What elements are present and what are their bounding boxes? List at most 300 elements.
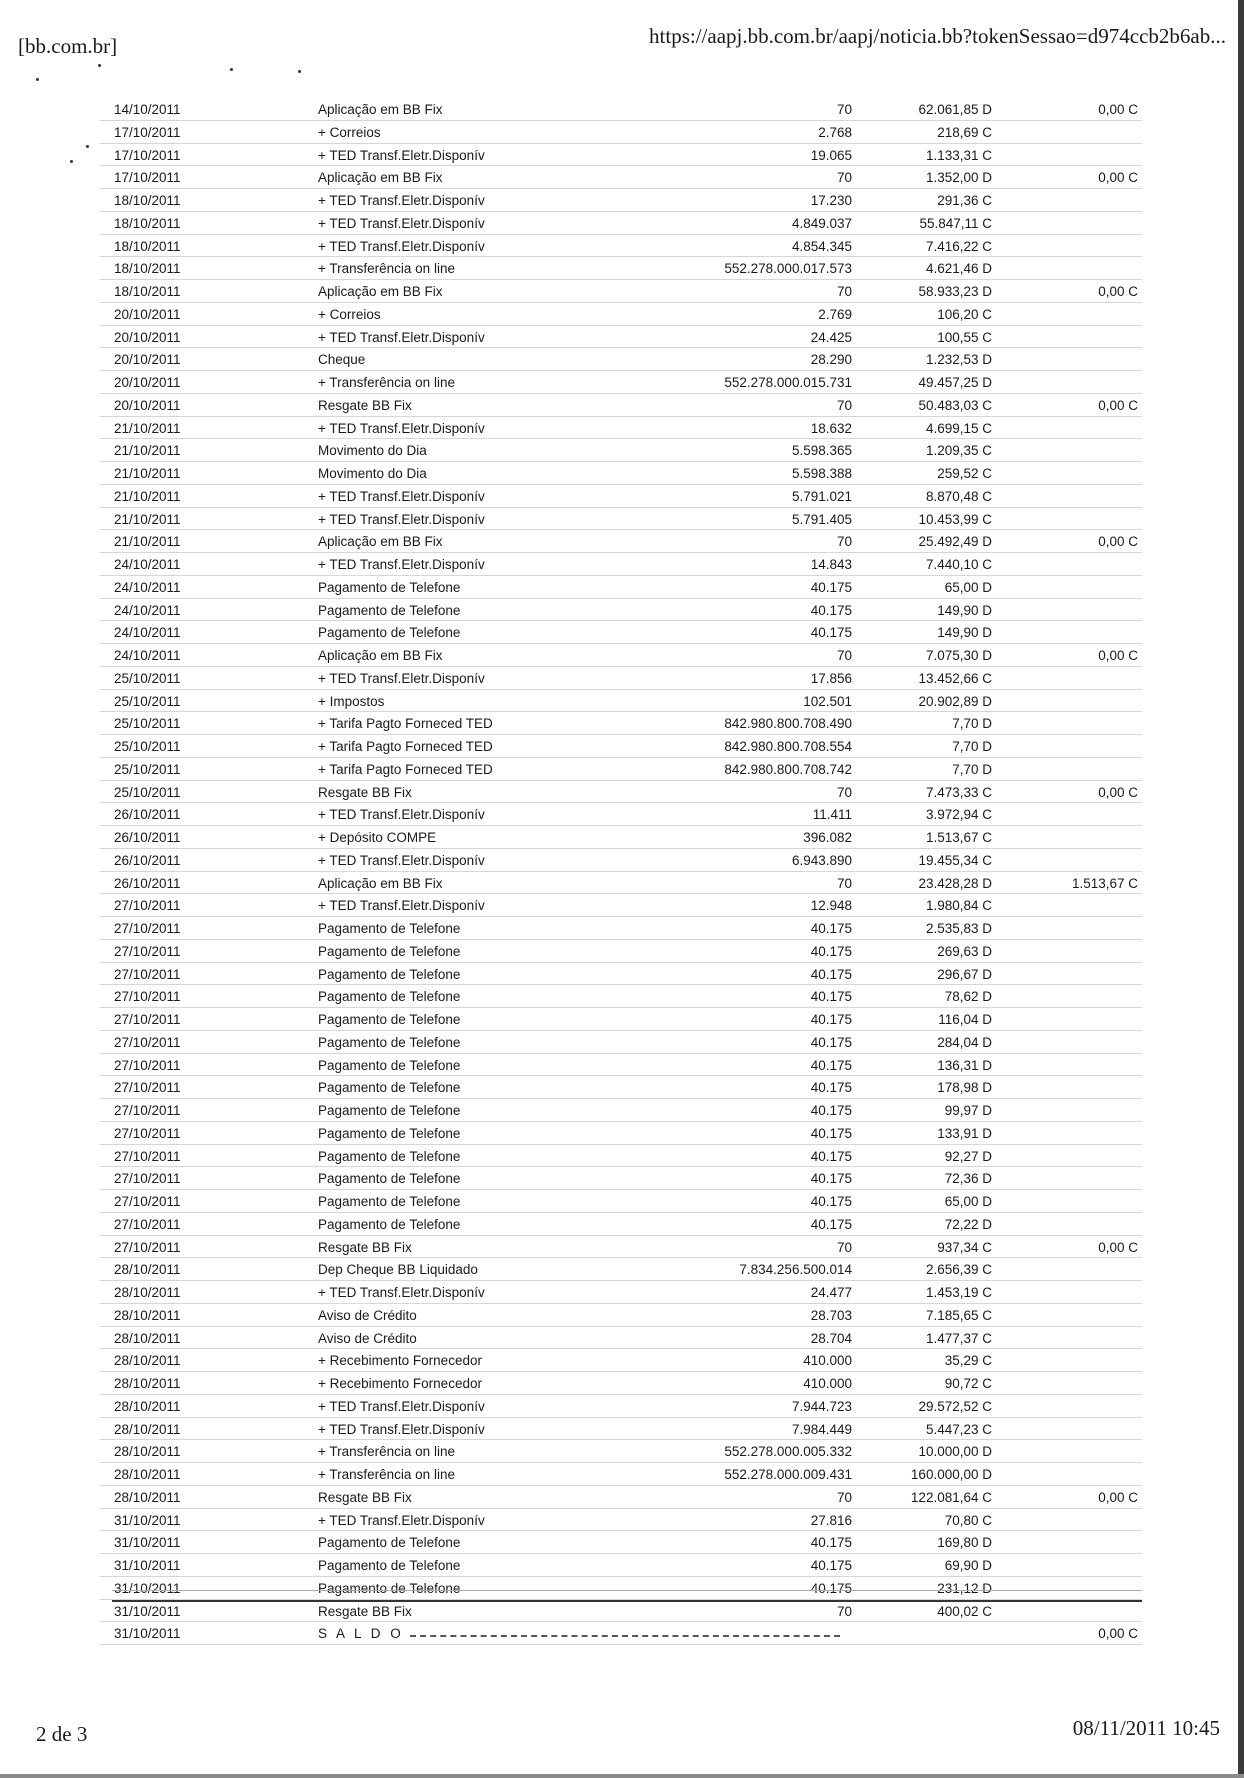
row-value: 8.870,48 C — [925, 488, 992, 504]
table-row — [100, 508, 1142, 531]
row-document: 40.175 — [810, 1148, 852, 1164]
row-document: 70 — [836, 534, 852, 550]
row-description: Resgate BB Fix — [318, 1239, 412, 1255]
row-value: 10.000,00 D — [918, 1444, 992, 1460]
row-document: 5.598.388 — [791, 466, 852, 481]
row-date: 26/10/2011 — [114, 875, 181, 891]
row-document: 842.980.800.708.554 — [724, 739, 852, 754]
table-row — [100, 826, 1142, 849]
row-value: 1.133,31 C — [925, 147, 992, 163]
row-value: 7,70 D — [952, 761, 992, 777]
row-description: Pagamento de Telefone — [318, 943, 461, 959]
row-description: + Transferência on line — [318, 1467, 455, 1482]
row-description: + TED Transf.Eletr.Disponív — [318, 238, 485, 254]
table-row — [100, 940, 1142, 963]
row-date: 28/10/2011 — [114, 1285, 181, 1300]
row-description: + Recebimento Fornecedor — [318, 1353, 482, 1369]
table-row — [100, 1304, 1142, 1327]
row-description: + TED Transf.Eletr.Disponív — [318, 329, 485, 345]
row-date: 26/10/2011 — [114, 852, 181, 868]
row-description: + Tarifa Pagto Forneced TED — [318, 739, 493, 754]
row-description: S A L D O — [318, 1626, 404, 1642]
row-value: 5.447,23 C — [925, 1421, 992, 1437]
row-description: Aplicação em BB Fix — [318, 170, 443, 186]
site-label: [bb.com.br] — [18, 34, 118, 58]
row-balance: 0,00 C — [1098, 1489, 1138, 1505]
row-date: 14/10/2011 — [114, 102, 181, 117]
row-value: 1.980,84 C — [925, 898, 992, 914]
table-row — [100, 1577, 1142, 1600]
row-balance: 0,00 C — [1098, 102, 1138, 117]
row-document: 396.082 — [803, 830, 852, 845]
table-row — [100, 690, 1142, 713]
table-row — [100, 758, 1142, 781]
row-balance: 0,00 C — [1098, 784, 1138, 800]
row-value: 231,12 D — [937, 1580, 992, 1596]
table-row — [100, 917, 1142, 940]
table-row — [100, 121, 1142, 144]
row-description: Pagamento de Telefone — [318, 921, 461, 936]
row-date: 20/10/2011 — [114, 306, 181, 322]
row-value: 7.416,22 C — [925, 238, 992, 254]
table-row — [100, 189, 1142, 212]
row-date: 26/10/2011 — [114, 807, 181, 823]
row-value: 62.061,85 D — [918, 102, 992, 117]
row-value: 29.572,52 C — [918, 1398, 992, 1414]
row-document: 40.175 — [810, 1216, 852, 1232]
table-row — [100, 1622, 1142, 1645]
table-row — [100, 144, 1142, 167]
row-date: 28/10/2011 — [114, 1376, 181, 1391]
row-date: 20/10/2011 — [114, 397, 181, 413]
table-row — [100, 1145, 1142, 1168]
table-row — [100, 872, 1142, 895]
row-date: 27/10/2011 — [114, 1148, 181, 1164]
table-row — [100, 1190, 1142, 1213]
row-document: 40.175 — [810, 602, 852, 618]
row-description: + TED Transf.Eletr.Disponív — [318, 807, 485, 823]
row-description: + Transferência on line — [318, 375, 455, 390]
row-date: 25/10/2011 — [114, 761, 181, 777]
row-document: 40.175 — [810, 1535, 852, 1551]
table-row — [100, 1122, 1142, 1145]
row-document: 11.411 — [812, 807, 852, 823]
row-value: 1.209,35 C — [925, 443, 992, 459]
row-document: 14.843 — [810, 557, 852, 572]
row-date: 27/10/2011 — [114, 943, 181, 959]
row-value: 99,97 D — [944, 1103, 992, 1118]
row-document: 27.816 — [810, 1512, 852, 1528]
row-date: 21/10/2011 — [114, 534, 181, 550]
table-row — [100, 280, 1142, 303]
row-value: 69,90 D — [944, 1558, 992, 1573]
row-date: 25/10/2011 — [114, 784, 181, 800]
row-document: 18.632 — [810, 420, 852, 436]
table-row — [100, 1440, 1142, 1463]
row-description: + Tarifa Pagto Forneced TED — [318, 761, 493, 777]
row-description: + TED Transf.Eletr.Disponív — [318, 1421, 485, 1437]
row-date: 28/10/2011 — [114, 1467, 181, 1482]
row-document: 40.175 — [810, 966, 852, 982]
row-description: Resgate BB Fix — [318, 784, 412, 800]
row-document: 4.849.037 — [791, 215, 852, 231]
row-document: 2.769 — [818, 306, 852, 322]
row-value: 133,91 D — [937, 1125, 992, 1141]
table-row — [100, 1486, 1142, 1509]
row-value: 35,29 C — [944, 1353, 992, 1369]
row-description: Pagamento de Telefone — [318, 579, 461, 595]
row-value: 122.081,64 C — [910, 1489, 992, 1505]
row-value: 50.483,03 C — [918, 397, 992, 413]
row-date: 28/10/2011 — [114, 1398, 181, 1414]
row-value: 65,00 D — [944, 579, 992, 595]
row-document: 19.065 — [810, 147, 852, 163]
row-document: 28.290 — [810, 352, 852, 368]
row-document: 7.984.449 — [791, 1421, 852, 1437]
page-url: https://aapj.bb.com.br/aapj/noticia.bb?tokenSessao=d974ccb2b6ab... — [649, 24, 1226, 48]
row-value: 4.699,15 C — [925, 420, 992, 436]
row-document: 5.791.405 — [791, 511, 852, 527]
row-description: Pagamento de Telefone — [318, 1194, 461, 1209]
row-date: 31/10/2011 — [114, 1535, 181, 1551]
row-description: Pagamento de Telefone — [318, 989, 461, 1005]
row-date: 21/10/2011 — [114, 488, 181, 504]
row-document: 410.000 — [803, 1353, 852, 1369]
row-value: 55.847,11 C — [919, 215, 992, 231]
row-document: 552.278.000.017.573 — [724, 261, 852, 277]
row-value: 116,04 D — [938, 1012, 992, 1027]
row-value: 100,55 C — [937, 329, 992, 345]
row-value: 78,62 D — [944, 989, 992, 1005]
table-row — [100, 439, 1142, 462]
table-row — [100, 599, 1142, 622]
row-document: 5.598.365 — [791, 443, 852, 459]
row-date: 27/10/2011 — [114, 989, 181, 1005]
row-description: + TED Transf.Eletr.Disponív — [318, 147, 485, 163]
row-date: 28/10/2011 — [114, 1421, 181, 1437]
dashed-separator — [410, 1635, 840, 1637]
table-row — [100, 1327, 1142, 1350]
row-date: 31/10/2011 — [114, 1580, 181, 1596]
row-value: 1.232,53 D — [925, 352, 992, 368]
row-value: 19.455,34 C — [918, 852, 992, 868]
row-value: 218,69 C — [937, 124, 992, 140]
table-row — [100, 1418, 1142, 1441]
row-description: + Correios — [318, 124, 381, 140]
table-row — [100, 1531, 1142, 1554]
row-date: 24/10/2011 — [114, 648, 181, 663]
row-description: + TED Transf.Eletr.Disponív — [318, 898, 485, 914]
table-row — [100, 235, 1142, 258]
row-date: 28/10/2011 — [114, 1262, 181, 1278]
table-row — [100, 394, 1142, 417]
table-row — [100, 257, 1142, 280]
row-value: 400,02 C — [937, 1603, 992, 1619]
page-number: 2 de 3 — [36, 1722, 88, 1746]
row-date: 28/10/2011 — [114, 1307, 181, 1323]
row-value: 136,31 D — [937, 1057, 992, 1073]
row-date: 25/10/2011 — [114, 693, 181, 709]
row-date: 27/10/2011 — [114, 1034, 181, 1050]
row-description: Pagamento de Telefone — [318, 1148, 461, 1164]
row-description: Pagamento de Telefone — [318, 966, 461, 982]
table-row — [100, 303, 1142, 326]
row-document: 17.230 — [810, 193, 852, 208]
row-description: Aplicação em BB Fix — [318, 284, 443, 299]
row-date: 18/10/2011 — [114, 238, 181, 254]
table-row — [100, 985, 1142, 1008]
table-row — [100, 326, 1142, 349]
row-description: + TED Transf.Eletr.Disponív — [318, 1285, 485, 1300]
row-document: 28.703 — [810, 1307, 852, 1323]
table-row — [100, 417, 1142, 440]
row-date: 27/10/2011 — [114, 1012, 181, 1027]
row-document: 842.980.800.708.742 — [724, 761, 852, 777]
row-document: 28.704 — [810, 1330, 852, 1346]
table-row — [100, 1031, 1142, 1054]
row-value: 25.492,49 D — [918, 534, 992, 550]
table-row — [100, 553, 1142, 576]
row-date: 17/10/2011 — [114, 147, 181, 163]
row-document: 24.425 — [810, 329, 852, 345]
row-date: 27/10/2011 — [114, 1194, 181, 1209]
row-value: 7,70 D — [952, 716, 992, 732]
table-row — [100, 712, 1142, 735]
table-row — [100, 894, 1142, 917]
row-document: 70 — [836, 102, 852, 117]
row-date: 27/10/2011 — [114, 1125, 181, 1141]
row-date: 27/10/2011 — [114, 1080, 181, 1096]
row-description: Resgate BB Fix — [318, 1603, 412, 1619]
row-document: 24.477 — [810, 1285, 852, 1300]
table-row — [100, 98, 1142, 121]
row-description: Aviso de Crédito — [318, 1330, 417, 1346]
row-value: 4.621,46 D — [925, 261, 992, 277]
row-description: Resgate BB Fix — [318, 1489, 412, 1505]
row-value: 149,90 D — [937, 602, 992, 618]
table-row — [100, 735, 1142, 758]
row-value: 7.473,33 C — [925, 784, 992, 800]
row-value: 937,34 C — [937, 1239, 992, 1255]
row-value: 291,36 C — [937, 193, 992, 208]
row-document: 70 — [836, 875, 852, 891]
table-row — [100, 348, 1142, 371]
row-date: 20/10/2011 — [114, 375, 181, 390]
row-date: 31/10/2011 — [114, 1603, 181, 1619]
row-document: 5.791.021 — [791, 488, 852, 504]
row-document: 552.278.000.015.731 — [724, 375, 852, 390]
table-row — [100, 849, 1142, 872]
row-date: 24/10/2011 — [114, 625, 181, 641]
row-document: 102.501 — [803, 693, 852, 709]
row-description: + TED Transf.Eletr.Disponív — [318, 1512, 485, 1528]
table-bottom-rule — [112, 1600, 1142, 1602]
table-row — [100, 1099, 1142, 1122]
table-row — [100, 781, 1142, 804]
row-description: + TED Transf.Eletr.Disponív — [318, 1398, 485, 1414]
row-date: 20/10/2011 — [114, 352, 181, 368]
table-row — [100, 485, 1142, 508]
row-description: Aplicação em BB Fix — [318, 534, 443, 550]
row-date: 26/10/2011 — [114, 830, 181, 845]
row-date: 27/10/2011 — [114, 1216, 181, 1232]
row-value: 90,72 C — [944, 1376, 992, 1391]
row-value: 7.185,65 C — [925, 1307, 992, 1323]
row-description: Aplicação em BB Fix — [318, 102, 443, 117]
row-value: 7.440,10 C — [925, 557, 992, 572]
row-document: 40.175 — [810, 1171, 852, 1187]
row-document: 70 — [836, 397, 852, 413]
row-date: 28/10/2011 — [114, 1444, 181, 1460]
row-value: 72,36 D — [944, 1171, 992, 1187]
row-document: 2.768 — [818, 124, 852, 140]
table-row — [100, 212, 1142, 235]
table-row — [100, 576, 1142, 599]
row-value: 160.000,00 D — [910, 1467, 992, 1482]
row-value: 259,52 C — [937, 466, 992, 481]
row-date: 24/10/2011 — [114, 557, 181, 572]
row-description: + TED Transf.Eletr.Disponív — [318, 215, 485, 231]
row-document: 40.175 — [810, 943, 852, 959]
row-document: 40.175 — [810, 579, 852, 595]
row-document: 40.175 — [810, 1012, 852, 1027]
row-document: 552.278.000.009.431 — [724, 1467, 852, 1482]
row-date: 21/10/2011 — [114, 511, 181, 527]
row-description: Pagamento de Telefone — [318, 602, 461, 618]
row-document: 40.175 — [810, 1580, 852, 1596]
row-value: 169,80 D — [937, 1535, 992, 1551]
row-document: 40.175 — [810, 921, 852, 936]
row-balance: 0,00 C — [1098, 284, 1138, 299]
row-document: 70 — [836, 284, 852, 299]
row-description: Pagamento de Telefone — [318, 1057, 461, 1073]
row-date: 25/10/2011 — [114, 670, 181, 686]
row-value: 65,00 D — [944, 1194, 992, 1209]
row-description: Pagamento de Telefone — [318, 1580, 461, 1596]
row-value: 13.452,66 C — [918, 670, 992, 686]
row-value: 10.453,99 C — [918, 511, 992, 527]
row-document: 40.175 — [810, 1080, 852, 1096]
row-document: 17.856 — [810, 670, 852, 686]
row-value: 23.428,28 D — [918, 875, 992, 891]
table-row — [100, 621, 1142, 644]
row-value: 1.453,19 C — [925, 1285, 992, 1300]
table-row — [100, 1349, 1142, 1372]
table-row — [100, 1167, 1142, 1190]
row-description: + Transferência on line — [318, 1444, 455, 1460]
row-value: 92,27 D — [944, 1148, 992, 1164]
row-document: 40.175 — [810, 1103, 852, 1118]
row-document: 70 — [836, 1489, 852, 1505]
row-description: + Correios — [318, 306, 381, 322]
row-date: 24/10/2011 — [114, 602, 181, 618]
table-row — [100, 530, 1142, 553]
table-row — [100, 1395, 1142, 1418]
row-date: 31/10/2011 — [114, 1558, 181, 1573]
row-description: Pagamento de Telefone — [318, 625, 461, 641]
row-document: 70 — [836, 648, 852, 663]
row-document: 12.948 — [810, 898, 852, 914]
table-row — [100, 1054, 1142, 1077]
row-balance: 1.513,67 C — [1071, 875, 1138, 891]
row-date: 21/10/2011 — [114, 420, 181, 436]
row-description: Pagamento de Telefone — [318, 1535, 461, 1551]
row-description: + TED Transf.Eletr.Disponív — [318, 488, 485, 504]
row-document: 410.000 — [803, 1376, 852, 1391]
row-date: 27/10/2011 — [114, 921, 181, 936]
row-date: 18/10/2011 — [114, 284, 181, 299]
row-document: 40.175 — [810, 1194, 852, 1209]
row-description: + TED Transf.Eletr.Disponív — [318, 852, 485, 868]
row-document: 40.175 — [810, 989, 852, 1005]
row-document: 70 — [836, 1239, 852, 1255]
row-value: 106,20 C — [937, 306, 992, 322]
scan-edge — [1238, 0, 1244, 1778]
row-document: 842.980.800.708.490 — [724, 716, 852, 732]
row-value: 1.352,00 D — [925, 170, 992, 186]
table-row — [100, 1600, 1142, 1623]
row-description: Pagamento de Telefone — [318, 1558, 461, 1573]
row-description: Cheque — [318, 352, 366, 368]
row-balance: 0,00 C — [1098, 170, 1138, 186]
table-row — [100, 963, 1142, 986]
row-date: 27/10/2011 — [114, 1239, 181, 1255]
row-description: Resgate BB Fix — [318, 397, 412, 413]
row-value: 2.656,39 C — [925, 1262, 992, 1278]
row-date: 17/10/2011 — [114, 124, 181, 140]
table-row — [100, 1236, 1142, 1259]
row-description: Pagamento de Telefone — [318, 1103, 461, 1118]
row-description: Aplicação em BB Fix — [318, 648, 443, 663]
row-document: 7.834.256.500.014 — [739, 1262, 852, 1278]
row-date: 18/10/2011 — [114, 261, 181, 277]
scan-bottom-edge — [0, 1774, 1244, 1778]
row-document: 70 — [836, 784, 852, 800]
table-row — [100, 371, 1142, 394]
row-document: 70 — [836, 1603, 852, 1619]
row-value: 58.933,23 D — [918, 284, 992, 299]
row-value: 2.535,83 D — [925, 921, 992, 936]
table-row — [100, 1258, 1142, 1281]
table-row — [100, 1554, 1142, 1577]
row-value: 296,67 D — [937, 966, 992, 982]
row-value: 70,80 C — [944, 1512, 992, 1528]
table-bottom-rule-thin — [112, 1590, 1142, 1591]
row-description: + TED Transf.Eletr.Disponív — [318, 193, 485, 208]
row-date: 27/10/2011 — [114, 1171, 181, 1187]
row-description: Movimento do Dia — [318, 466, 427, 481]
row-description: Aviso de Crédito — [318, 1307, 417, 1323]
row-document: 40.175 — [810, 625, 852, 641]
row-description: + TED Transf.Eletr.Disponív — [318, 511, 485, 527]
row-document: 40.175 — [810, 1125, 852, 1141]
row-document: 7.944.723 — [791, 1398, 852, 1414]
row-value: 1.513,67 C — [925, 830, 992, 845]
row-description: Pagamento de Telefone — [318, 1034, 461, 1050]
row-balance: 0,00 C — [1098, 1626, 1138, 1642]
row-document: 70 — [836, 170, 852, 186]
row-balance: 0,00 C — [1098, 648, 1138, 663]
row-date: 24/10/2011 — [114, 579, 181, 595]
row-document: 552.278.000.005.332 — [724, 1444, 852, 1460]
table-row — [100, 1463, 1142, 1486]
row-date: 18/10/2011 — [114, 215, 181, 231]
row-value: 7.075,30 D — [925, 648, 992, 663]
row-description: Pagamento de Telefone — [318, 1125, 461, 1141]
row-description: + TED Transf.Eletr.Disponív — [318, 557, 485, 572]
table-row — [100, 462, 1142, 485]
statement-table — [100, 98, 1142, 1645]
